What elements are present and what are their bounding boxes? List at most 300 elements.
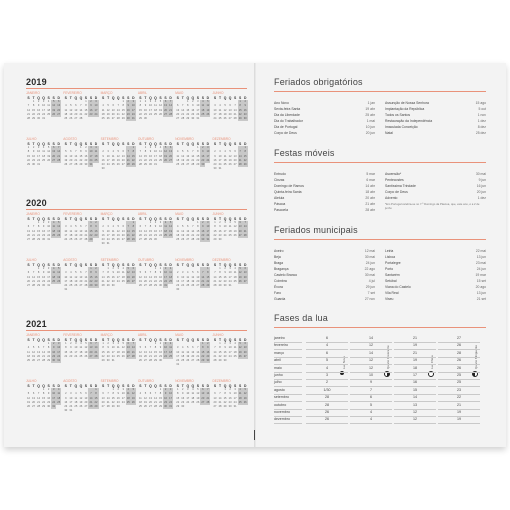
day-cell: 31	[206, 237, 210, 241]
day-cell: 27	[164, 112, 167, 116]
day-cell: 22	[84, 112, 88, 116]
weekday-letter: S	[213, 263, 217, 267]
day-cell: 30	[228, 404, 232, 408]
day-cell: 12	[143, 396, 147, 400]
day-cell: 31	[52, 404, 56, 408]
day-cell: 26	[121, 354, 125, 358]
day-cell: 1	[187, 100, 189, 104]
day-cell: 27	[79, 237, 83, 241]
day-cell: 13	[143, 275, 147, 279]
day-cell: 7	[27, 104, 30, 108]
day-cell: 12	[126, 271, 130, 275]
day-cells	[26, 342, 61, 362]
weekday-letter: S	[196, 263, 199, 267]
day-cell: 14	[94, 346, 98, 350]
day-cell: 1	[112, 388, 114, 392]
day-cell: 23	[111, 279, 115, 283]
day-cell: 3	[70, 392, 72, 396]
day-cell: 7	[197, 346, 199, 350]
day-cell: 16	[243, 108, 247, 112]
weekday-letter: Q	[149, 338, 152, 342]
day-cell: 20	[131, 275, 135, 279]
day-cell: 9	[102, 229, 104, 233]
day-cells	[101, 221, 136, 246]
day-cell: 7	[37, 392, 40, 396]
month-grid-julho	[26, 258, 61, 292]
day-cell: 14	[37, 396, 41, 400]
festas-moveis-section	[274, 148, 486, 213]
day-cell: 26	[84, 354, 88, 358]
day-cell: 20	[233, 158, 237, 162]
day-cell: 8	[219, 271, 221, 275]
day-cell: 28	[42, 358, 46, 362]
day-cell: 2	[214, 150, 216, 154]
day-cell: 30	[84, 162, 88, 166]
day-cell: 28	[169, 112, 173, 116]
weekday-letter: S	[239, 263, 242, 267]
day-cell: 8	[80, 150, 82, 154]
month-name: SETEMBRO	[100, 379, 119, 383]
day-cell: 8	[27, 150, 30, 154]
moon-phase-day: 2	[306, 379, 348, 387]
day-cells	[138, 388, 173, 408]
day-cell: 22	[218, 354, 222, 358]
day-cell: 18	[181, 354, 185, 358]
day-cell: 5	[57, 267, 60, 271]
day-cell: 5	[57, 221, 60, 225]
moon-phase-day: 4	[350, 409, 392, 417]
day-cell: 13	[101, 396, 105, 400]
day-cell: 29	[79, 162, 83, 166]
day-cell: 23	[223, 279, 227, 283]
day-cell: 12	[191, 275, 195, 279]
holiday-item	[385, 296, 486, 302]
day-cell: 8	[132, 225, 135, 229]
day-cell: 7	[192, 225, 194, 229]
day-cell: 24	[116, 279, 120, 283]
moon-phase-day: 16	[394, 379, 436, 387]
weekday-letter: D	[243, 384, 247, 388]
day-cell: 4	[234, 267, 236, 271]
month-name: DEZEMBRO	[212, 258, 231, 262]
day-cell: 27	[191, 358, 195, 362]
day-cell: 23	[149, 158, 152, 162]
day-cell: 21	[213, 354, 217, 358]
day-cell: 12	[47, 150, 51, 154]
moon-phase-day: 14	[394, 394, 436, 402]
day-cell: 21	[74, 158, 78, 162]
feriados-municipais-section	[274, 225, 486, 302]
day-cell: 10	[149, 104, 152, 108]
day-cell: 29	[37, 283, 41, 287]
day-cell: 3	[47, 267, 50, 271]
day-cell: 27	[52, 158, 56, 162]
day-cell: 14	[106, 396, 110, 400]
day-cell: 12	[181, 154, 185, 158]
day-cell: 7	[192, 150, 194, 154]
month-name: DEZEMBRO	[212, 379, 231, 383]
day-cell: 11	[57, 392, 61, 396]
day-cell: 18	[47, 108, 51, 112]
month-name: OUTUBRO	[137, 258, 154, 262]
weekday-letter: S	[233, 142, 237, 146]
day-cell: 24	[47, 233, 51, 237]
day-cell: 23	[154, 233, 157, 237]
moon-phase-day: 21	[394, 350, 436, 358]
day-cell: 10	[74, 346, 78, 350]
moon-phase-day: 26	[438, 357, 480, 365]
day-cell: 6	[85, 392, 87, 396]
day-cell: 26	[223, 116, 227, 120]
day-cell: 20	[32, 400, 35, 404]
day-cell: 5	[192, 271, 194, 275]
weekday-letter: Q	[111, 338, 115, 342]
day-cell: 8	[197, 150, 199, 154]
day-cell: 12	[69, 108, 73, 112]
weekday-letter: D	[57, 217, 60, 221]
day-cell: 11	[233, 346, 237, 350]
day-cell: 15	[238, 108, 242, 112]
weekday-letter: S	[159, 263, 162, 267]
festas-moveis-right-column	[385, 171, 486, 213]
day-cell: 30	[111, 283, 115, 287]
day-cell: 18	[223, 158, 227, 162]
day-cells	[63, 146, 98, 166]
day-cell: 15	[94, 396, 98, 400]
day-cell: 21	[218, 400, 222, 404]
day-cell: 26	[159, 112, 162, 116]
day-cell: 23	[106, 354, 110, 358]
day-cell: 16	[106, 350, 110, 354]
day-cell: 17	[116, 275, 120, 279]
weekday-letter: S	[89, 142, 93, 146]
day-cell: 28	[32, 237, 35, 241]
day-cell: 29	[106, 283, 110, 287]
day-cell: 21	[101, 279, 105, 283]
day-cell: 21	[27, 112, 30, 116]
day-cell: 5	[107, 104, 109, 108]
day-cell: 11	[27, 350, 30, 354]
day-cell: 9	[112, 271, 114, 275]
day-cells	[175, 221, 210, 241]
day-cell: 29	[47, 358, 51, 362]
day-cell: 4	[224, 150, 226, 154]
day-cell: 12	[159, 104, 162, 108]
day-cell: 16	[32, 154, 35, 158]
day-cell: 31	[89, 162, 93, 166]
moon-phase-day: 1/30	[306, 387, 348, 395]
day-cells	[138, 221, 173, 241]
holiday-name: Beja	[274, 255, 281, 259]
day-cell: 25	[238, 400, 242, 404]
month-grid-maio	[175, 212, 210, 246]
weekday-letter: Q	[37, 96, 40, 100]
day-cell: 4	[117, 342, 119, 346]
day-cell: 9	[144, 104, 147, 108]
day-cell: 18	[233, 350, 237, 354]
day-cell: 4	[187, 271, 189, 275]
day-cell: 19	[233, 229, 237, 233]
day-cell: 11	[238, 392, 242, 396]
day-cell: 29	[131, 237, 135, 241]
day-cell: 11	[159, 150, 162, 154]
day-cell: 6	[187, 150, 189, 154]
moon-phase-day: 26	[306, 416, 348, 424]
day-cell: 13	[191, 350, 195, 354]
day-cell: 15	[89, 229, 93, 233]
weekday-letter: Q	[186, 142, 190, 146]
weekday-letter: T	[181, 338, 184, 342]
year-divider	[26, 330, 247, 331]
day-cells	[101, 388, 136, 408]
day-cell: 2	[224, 342, 226, 346]
day-cell: 13	[243, 271, 247, 275]
month-name: NOVEMBRO	[175, 379, 194, 383]
day-cell: 18	[126, 396, 130, 400]
holiday-name: Corpo de Deus	[385, 190, 408, 194]
day-cell: 14	[27, 108, 30, 112]
day-cell: 31	[57, 358, 61, 362]
day-cell: 3	[176, 346, 179, 350]
day-cell: 14	[84, 229, 88, 233]
day-cell: 29	[159, 404, 162, 408]
holiday-name: Pascoela	[274, 208, 288, 212]
holiday-date: 20 jun	[476, 190, 486, 194]
moon-phase-day: 19	[438, 409, 480, 417]
day-cell: 4	[154, 100, 157, 104]
holiday-name: Setúbal	[385, 279, 397, 283]
day-cell: 29	[138, 116, 142, 120]
day-cell: 9	[224, 346, 226, 350]
day-cell: 18	[121, 275, 125, 279]
day-cell: 26	[74, 283, 78, 287]
moon-phase-label: Quarto Minguante	[474, 344, 478, 369]
day-cell: 1	[90, 267, 92, 271]
section-divider	[274, 162, 486, 163]
moon-month-row	[274, 387, 486, 394]
weekday-letter: S	[139, 142, 142, 146]
day-cell: 17	[206, 154, 210, 158]
day-cell: 27	[57, 112, 61, 116]
weekday-letter: Q	[191, 142, 195, 146]
day-cell: 12	[238, 346, 242, 350]
day-cell: 5	[85, 342, 87, 346]
weekday-letter: T	[144, 338, 147, 342]
holiday-date: 23 mai	[475, 261, 486, 265]
holiday-name: Portalegre	[385, 261, 401, 265]
day-cell: 23	[84, 158, 88, 162]
day-cell: 12	[164, 150, 167, 154]
day-cell: 26	[116, 162, 120, 166]
day-cell: 23	[42, 279, 46, 283]
holiday-date: 7 set	[367, 291, 375, 295]
day-cell: 18	[218, 112, 222, 116]
day-cell: 28	[149, 358, 152, 362]
holiday-date: 1 dez	[477, 196, 486, 200]
day-cell: 27	[143, 358, 147, 362]
day-cell: 2	[42, 267, 45, 271]
day-cell: 2	[224, 267, 226, 271]
day-cell: 29	[186, 116, 190, 120]
day-cell: 21	[201, 279, 205, 283]
day-cell: 5	[80, 392, 82, 396]
day-cell: 13	[27, 229, 30, 233]
day-cell: 3	[65, 225, 67, 229]
day-cell: 2	[85, 146, 87, 150]
moon-month-row	[274, 365, 486, 372]
day-cell: 4	[112, 150, 114, 154]
day-cell: 1	[37, 221, 40, 225]
day-cell: 3	[107, 225, 109, 229]
day-cell: 20	[201, 396, 205, 400]
day-cell: 2	[90, 100, 92, 104]
weekday-letter: D	[132, 96, 135, 100]
day-cell: 19	[223, 112, 227, 116]
weekday-letter: Q	[42, 96, 45, 100]
holiday-name: Imaculada Conceição	[385, 125, 418, 129]
weekday-letter: Q	[191, 263, 195, 267]
day-cell: 11	[228, 225, 232, 229]
day-cell: 9	[192, 104, 194, 108]
day-cell: 18	[176, 158, 180, 162]
weekday-letter: S	[239, 338, 242, 342]
day-cell: 8	[197, 225, 199, 229]
day-cell: 14	[181, 108, 185, 112]
moon-month-name: agosto	[274, 387, 302, 395]
moon-phase-day: 12	[394, 409, 436, 417]
day-cell: 10	[47, 225, 51, 229]
day-cell: 12	[57, 271, 61, 275]
day-cell: 11	[111, 229, 115, 233]
day-cell: 13	[228, 108, 232, 112]
day-cell: 13	[84, 396, 88, 400]
day-cell: 22	[106, 279, 110, 283]
day-cell: 30	[52, 358, 56, 362]
weekday-letter: T	[218, 217, 222, 221]
day-cell: 13	[196, 275, 200, 279]
day-cell: 8	[154, 346, 157, 350]
day-cell: 29	[206, 283, 210, 287]
day-cell: 7	[139, 150, 142, 154]
day-cell: 29	[89, 283, 93, 287]
day-cell: 20	[196, 279, 200, 283]
weekday-letter: Q	[228, 384, 232, 388]
holiday-name: Leiria	[385, 249, 394, 253]
day-cell: 18	[116, 350, 120, 354]
month-grid-junho	[212, 212, 247, 246]
day-cell: 23	[47, 400, 51, 404]
day-cell: 6	[132, 267, 135, 271]
day-cell: 20	[186, 158, 190, 162]
weekday-letter: T	[218, 263, 222, 267]
day-cell: 15	[89, 275, 93, 279]
month-name: SETEMBRO	[100, 258, 119, 262]
day-cell: 24	[213, 116, 217, 120]
day-cell: 31	[69, 408, 73, 412]
moon-phase-day: 12	[394, 416, 436, 424]
day-cell: 20	[191, 354, 195, 358]
day-cell: 11	[52, 271, 56, 275]
day-cell: 31	[64, 287, 68, 291]
year-divider	[26, 209, 247, 210]
day-cell: 4	[234, 342, 236, 346]
day-cell: 16	[37, 108, 41, 112]
day-cell: 24	[47, 279, 51, 283]
day-cell: 28	[143, 237, 147, 241]
weekday-letter: S	[233, 338, 237, 342]
day-cell: 8	[112, 392, 114, 396]
holiday-date: 22 ago	[364, 267, 375, 271]
day-cell: 27	[32, 404, 35, 408]
day-cell: 1	[214, 221, 216, 225]
day-cell: 16	[223, 350, 227, 354]
day-cell: 23	[94, 233, 98, 237]
day-cell: 13	[186, 229, 190, 233]
day-cell: 13	[52, 150, 56, 154]
day-cell: 19	[126, 275, 130, 279]
day-cell: 7	[85, 225, 87, 229]
day-cell: 19	[181, 233, 185, 237]
day-cell: 9	[219, 225, 221, 229]
weekday-letter: D	[169, 217, 172, 221]
day-cell: 30	[181, 404, 185, 408]
day-cells	[63, 388, 98, 413]
day-cell: 27	[89, 354, 93, 358]
day-cell: 16	[154, 229, 157, 233]
weekday-letter: Q	[79, 384, 83, 388]
day-cells	[138, 267, 173, 287]
day-cell: 29	[89, 237, 93, 241]
day-cell: 15	[154, 350, 157, 354]
day-cell: 15	[131, 154, 135, 158]
day-cell: 22	[64, 354, 68, 358]
day-cell: 31	[47, 283, 51, 287]
day-cell: 7	[244, 221, 246, 225]
day-cell: 22	[121, 112, 125, 116]
day-cell: 7	[202, 271, 204, 275]
day-cell: 11	[52, 225, 56, 229]
weekday-letter: S	[213, 384, 217, 388]
day-cell: 25	[181, 358, 185, 362]
weekday-letter: D	[94, 338, 98, 342]
month-name: JULHO	[26, 137, 37, 141]
day-cell: 19	[243, 396, 247, 400]
day-cell: 6	[214, 392, 216, 396]
weekday-letter: S	[27, 142, 30, 146]
day-cell: 24	[111, 354, 115, 358]
day-cell: 28	[116, 116, 120, 120]
day-cell: 6	[37, 346, 40, 350]
moon-phase-day: 12	[350, 342, 392, 350]
day-cell: 3	[42, 100, 45, 104]
day-cell: 15	[159, 396, 162, 400]
day-cell: 11	[79, 346, 83, 350]
day-cell: 24	[164, 279, 167, 283]
day-cell: 7	[214, 346, 216, 350]
month-grid-dezembro	[212, 137, 247, 171]
moon-month-name: fevereiro	[274, 342, 302, 350]
weekday-letter: D	[169, 142, 172, 146]
section-divider	[274, 327, 486, 328]
month-name: OUTUBRO	[137, 137, 154, 141]
day-cell: 26	[32, 358, 35, 362]
day-cell: 5	[139, 271, 142, 275]
day-cell: 26	[116, 237, 120, 241]
day-cell: 12	[32, 350, 35, 354]
day-cell: 6	[52, 146, 55, 150]
weekday-letter: Q	[228, 96, 232, 100]
day-cell: 29	[121, 116, 125, 120]
